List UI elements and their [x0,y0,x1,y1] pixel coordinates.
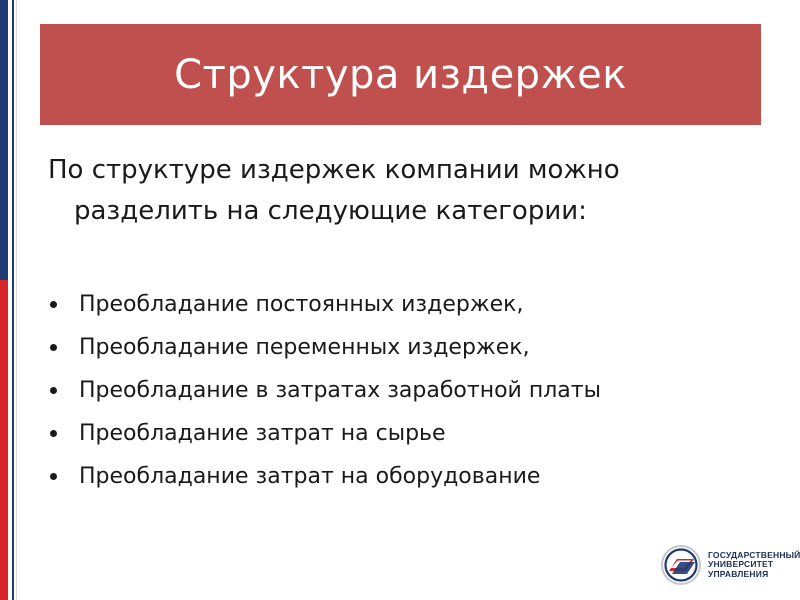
bullet-text: Преобладание затрат на сырье [79,421,446,446]
edge-stripe-thin [12,0,14,600]
university-emblem-icon [660,544,702,586]
bullet-item [48,283,768,326]
bullet-dot-icon [50,387,57,394]
logo-line-2: УНИВЕРСИТЕТ [708,559,774,570]
bullet-item [48,455,768,498]
bullet-item [48,326,768,369]
logo-line-1: ГОСУДАРСТВЕННЫЙ [708,549,800,560]
bullet-text: Преобладание в затратах заработной платы [79,378,601,403]
bullet-dot-icon [50,473,57,480]
bullet-dot-icon [50,301,57,308]
bullet-text: Преобладание постоянных издержек, [79,292,524,317]
title-banner [40,24,761,125]
bullet-text: Преобладание переменных издержек, [79,335,530,360]
bullet-text: Преобладание затрат на оборудование [79,464,541,489]
edge-stripe-red [0,280,8,600]
bullet-item [48,369,768,412]
intro-line-2: разделить на следующие категории: [74,196,587,226]
bullet-dot-icon [50,430,57,437]
university-name [708,551,800,580]
slide-title: Структура издержек [174,51,627,98]
edge-stripe-thin-gray [16,0,17,600]
bullet-item [48,412,768,455]
edge-stripe-blue [0,0,8,280]
bullet-dot-icon [50,344,57,351]
intro-line-1: По структуре издержек компании можно [48,155,620,185]
intro-paragraph [48,150,768,232]
university-logo [660,540,800,590]
bullet-list [48,283,768,498]
logo-line-3: УПРАВЛЕНИЯ [708,568,769,579]
